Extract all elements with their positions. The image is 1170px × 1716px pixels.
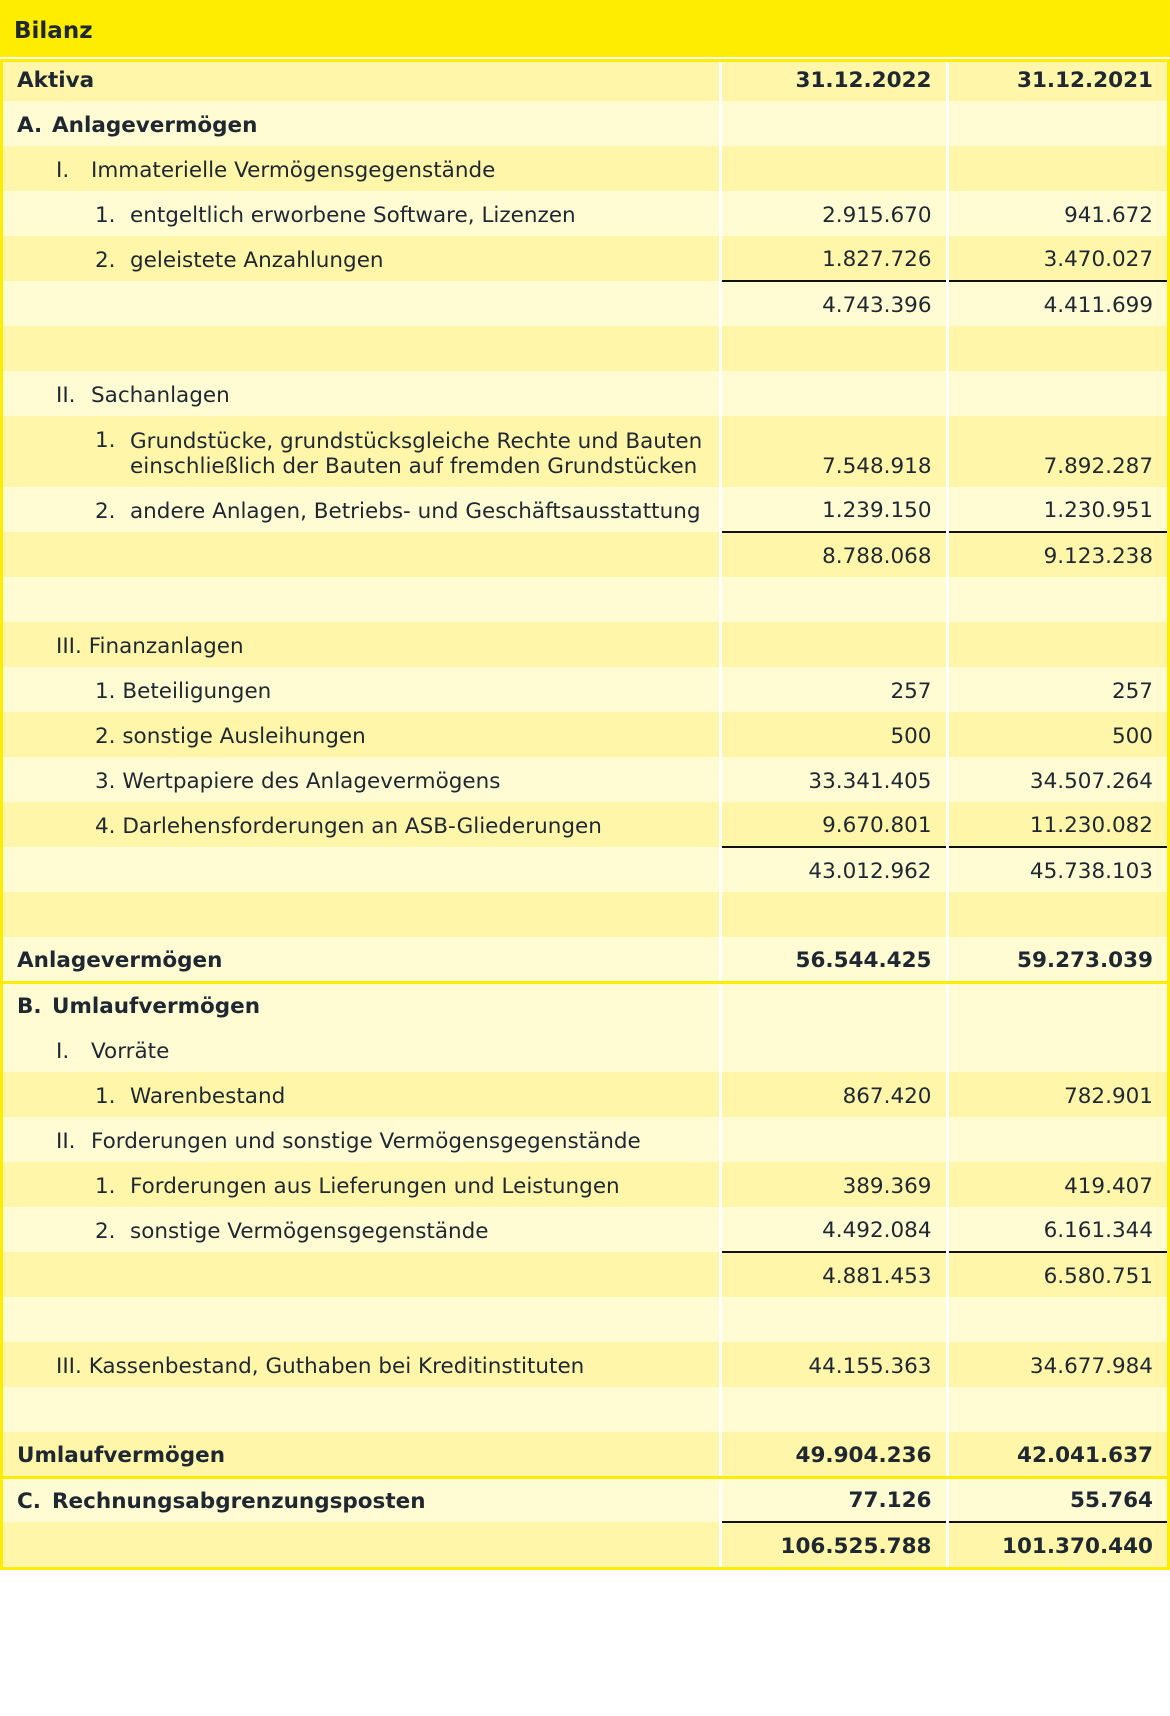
total-2021: 59.273.039 [947,937,1167,982]
spacer-row [3,892,1167,937]
item-label: geleistete Anzahlungen [130,248,384,273]
spacer-row [3,577,1167,622]
section-b-heading [3,982,1167,1027]
value-2021: 11.230.082 [947,802,1167,847]
subtotal-2022: 4.881.453 [720,1252,947,1297]
total-anlagevermoegen-row [3,937,1167,982]
subtotal-row [3,1252,1167,1297]
spacer-row [3,1297,1167,1342]
subtotal-2021: 6.580.751 [947,1252,1167,1297]
item-label: 2. sonstige Ausleihungen [3,712,720,757]
value-2022: 257 [720,667,947,712]
subsection-title: III. Finanzanlagen [3,622,720,667]
item-label: Forderungen aus Lieferungen und Leistungen [130,1174,620,1199]
item-label: 1. Beteiligungen [3,667,720,712]
value-2022: 2.915.670 [720,191,947,236]
grand-total-2021: 101.370.440 [947,1522,1167,1567]
item-label: sonstige Vermögensgegenstände [130,1219,489,1244]
value-2021: 7.892.287 [947,416,1167,487]
total-label: Umlaufvermögen [3,1432,720,1477]
value-2022: 7.548.918 [720,416,947,487]
header-date-2021: 31.12.2021 [947,62,1167,101]
subtotal-row [3,847,1167,892]
table-row [3,712,1167,757]
value-2022: 33.341.405 [720,757,947,802]
subsection-marker: I. [56,158,70,183]
section-title: Umlaufvermögen [52,994,261,1019]
item-marker: 1. [95,428,116,453]
subsection-a-iii [3,622,1167,667]
table-header-row [3,62,1167,101]
subtotal-row [3,532,1167,577]
total-2022: 49.904.236 [720,1432,947,1477]
value-2021: 3.470.027 [947,236,1167,281]
item-marker: 1. [95,1174,116,1199]
spacer-row [3,1387,1167,1432]
item-label-line2: einschließlich der Bauten auf fremden Grundstücken [130,454,698,479]
section-marker: B. [17,994,42,1019]
subtotal-2021: 45.738.103 [947,847,1167,892]
item-marker: 1. [95,1084,116,1109]
value-2021: 500 [947,712,1167,757]
subsection-b-ii [3,1117,1167,1162]
subsection-marker: II. [56,383,76,408]
value-2022: 44.155.363 [720,1342,947,1387]
subsection-title: Vorräte [91,1039,170,1064]
value-2022: 77.126 [720,1477,947,1522]
value-2021: 55.764 [947,1477,1167,1522]
value-2021: 34.677.984 [947,1342,1167,1387]
table-row [3,416,1167,487]
subtotal-row [3,281,1167,326]
subsection-a-i [3,146,1167,191]
item-label: entgeltlich erworbene Software, Lizenzen [130,203,576,228]
section-title: Rechnungsabgrenzungsposten [52,1489,426,1514]
title-divider [0,54,1170,57]
value-2022: 9.670.801 [720,802,947,847]
subsection-b-iii [3,1342,1167,1387]
section-marker: C. [17,1489,41,1514]
table-row [3,191,1167,236]
subtotal-2021: 4.411.699 [947,281,1167,326]
grand-total-row [3,1522,1167,1567]
value-2021: 419.407 [947,1162,1167,1207]
table-row [3,1162,1167,1207]
item-marker: 1. [95,203,116,228]
header-aktiva: Aktiva [3,62,720,101]
value-2022: 1.827.726 [720,236,947,281]
table-row [3,1072,1167,1117]
value-2021: 941.672 [947,191,1167,236]
value-2022: 500 [720,712,947,757]
item-label: Warenbestand [130,1084,286,1109]
subsection-title: Forderungen und sonstige Vermögensgegenstände [91,1129,641,1154]
total-umlaufvermoegen-row [3,1432,1167,1477]
table-row [3,802,1167,847]
total-2022: 56.544.425 [720,937,947,982]
subtotal-2021: 9.123.238 [947,532,1167,577]
item-marker: 2. [95,248,116,273]
spacer-row [3,326,1167,371]
value-2022: 4.492.084 [720,1207,947,1252]
subsection-marker: I. [56,1039,70,1064]
value-2021: 34.507.264 [947,757,1167,802]
total-label: Anlagevermögen [3,937,720,982]
subsection-a-ii [3,371,1167,416]
subtotal-2022: 43.012.962 [720,847,947,892]
total-2021: 42.041.637 [947,1432,1167,1477]
item-label: 4. Darlehensforderungen an ASB-Gliederungen [3,802,720,847]
item-marker: 2. [95,1219,116,1244]
table-row [3,487,1167,532]
subtotal-2022: 8.788.068 [720,532,947,577]
value-2022: 867.420 [720,1072,947,1117]
subsection-title: Sachanlagen [91,383,230,408]
value-2021: 1.230.951 [947,487,1167,532]
grand-total-2022: 106.525.788 [720,1522,947,1567]
section-title: Anlagevermögen [52,113,258,138]
value-2021: 257 [947,667,1167,712]
section-marker: A. [17,113,43,138]
page-title: Bilanz [0,0,1170,54]
balance-sheet-table [0,59,1170,1570]
table-row [3,1207,1167,1252]
subtotal-2022: 4.743.396 [720,281,947,326]
table-row [3,757,1167,802]
value-2021: 782.901 [947,1072,1167,1117]
subsection-b-i [3,1027,1167,1072]
header-date-2022: 31.12.2022 [720,62,947,101]
item-marker: 2. [95,499,116,524]
item-label-line1: Grundstücke, grundstücksgleiche Rechte und Bauten [130,429,703,454]
table-row [3,667,1167,712]
table-row [3,236,1167,281]
subsection-title: III. Kassenbestand, Guthaben bei Kreditinstituten [3,1342,720,1387]
section-a-heading [3,101,1167,146]
value-2021: 6.161.344 [947,1207,1167,1252]
value-2022: 1.239.150 [720,487,947,532]
item-label: andere Anlagen, Betriebs- und Geschäftsausstattung [130,499,701,524]
subsection-title: Immaterielle Vermögensgegenstände [91,158,496,183]
section-c-row [3,1477,1167,1522]
item-label: 3. Wertpapiere des Anlagevermögens [3,757,720,802]
subsection-marker: II. [56,1129,76,1154]
value-2022: 389.369 [720,1162,947,1207]
